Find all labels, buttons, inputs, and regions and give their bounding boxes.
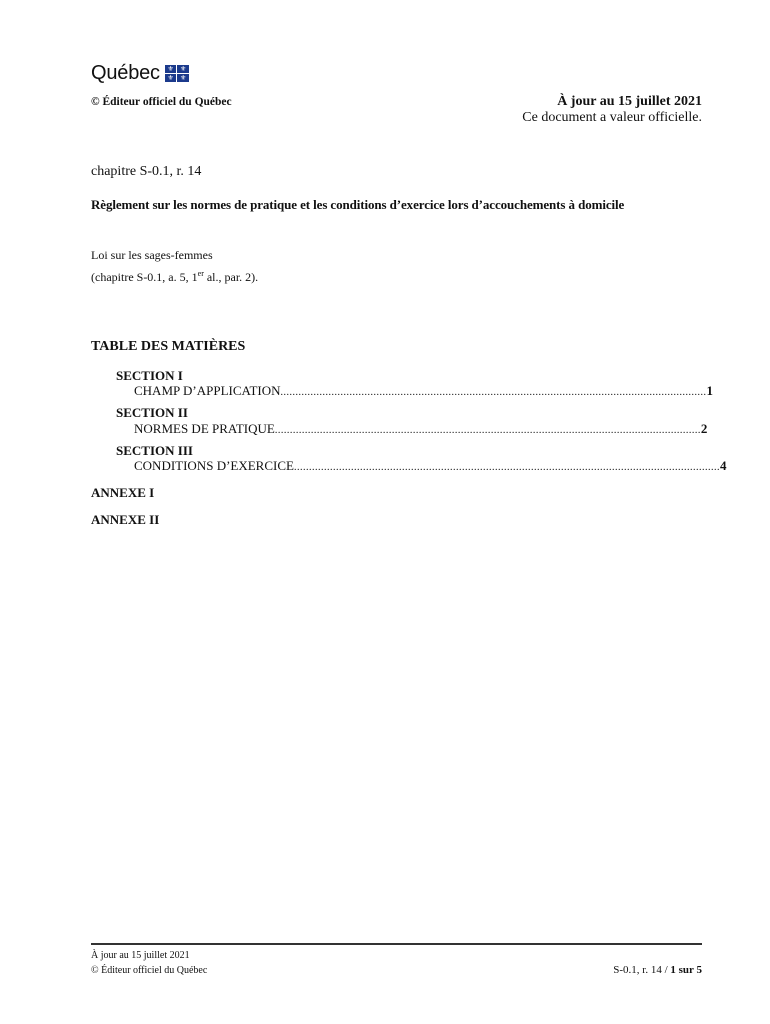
toc-annex[interactable]: ANNEXE II xyxy=(91,512,160,527)
toc-entry-page: 4 xyxy=(719,458,727,473)
logo-wordmark: Québec xyxy=(91,62,160,84)
law-reference: (chapitre S-0.1, a. 5, 1er al., par. 2). xyxy=(91,269,259,284)
toc-leader: .............................................................................................................................................. xyxy=(280,387,707,398)
chapter-reference: chapitre S-0.1, r. 14 xyxy=(91,164,202,179)
toc-leader: .............................................................................................................................................. xyxy=(274,425,701,436)
toc-entry[interactable] xyxy=(134,383,714,399)
update-date: À jour au 15 juillet 2021 xyxy=(557,94,702,109)
toc-title: TABLE DES MATIÈRES xyxy=(91,339,246,354)
toc-leader: .............................................................................................................................................. xyxy=(293,462,720,473)
toc-entry[interactable] xyxy=(134,421,708,437)
publisher-label: © Éditeur officiel du Québec xyxy=(91,96,232,108)
toc-entry-page: 2 xyxy=(700,421,708,436)
toc-entry[interactable] xyxy=(134,458,727,474)
toc-entry-label: NORMES DE PRATIQUE xyxy=(134,421,275,436)
toc-entry-label: CHAMP D’APPLICATION xyxy=(134,383,281,398)
fleur-de-lys-flag-icon: ⚜ ⚜ ⚜ ⚜ xyxy=(165,65,189,82)
toc-annex[interactable]: ANNEXE I xyxy=(91,485,155,500)
toc-entry-label: CONDITIONS D’EXERCICE xyxy=(134,458,294,473)
regulation-title: Règlement sur les normes de pratique et les conditions d’exercice lors d’accouchements à domicile xyxy=(91,197,625,212)
footer-update-date: À jour au 15 juillet 2021 xyxy=(91,950,190,961)
toc-section-heading: SECTION III xyxy=(116,443,193,458)
footer-page-indicator: S-0.1, r. 14 / 1 sur 5 xyxy=(613,964,702,976)
footer-divider xyxy=(91,943,702,945)
validity-note: Ce document a valeur officielle. xyxy=(522,110,702,125)
enabling-law: Loi sur les sages-femmes xyxy=(91,248,213,262)
toc-section-heading: SECTION I xyxy=(116,368,183,383)
quebec-logo xyxy=(91,62,189,85)
footer-publisher: © Éditeur officiel du Québec xyxy=(91,965,208,976)
toc-entry-page: 1 xyxy=(706,383,714,398)
toc-section-heading: SECTION II xyxy=(116,405,188,420)
